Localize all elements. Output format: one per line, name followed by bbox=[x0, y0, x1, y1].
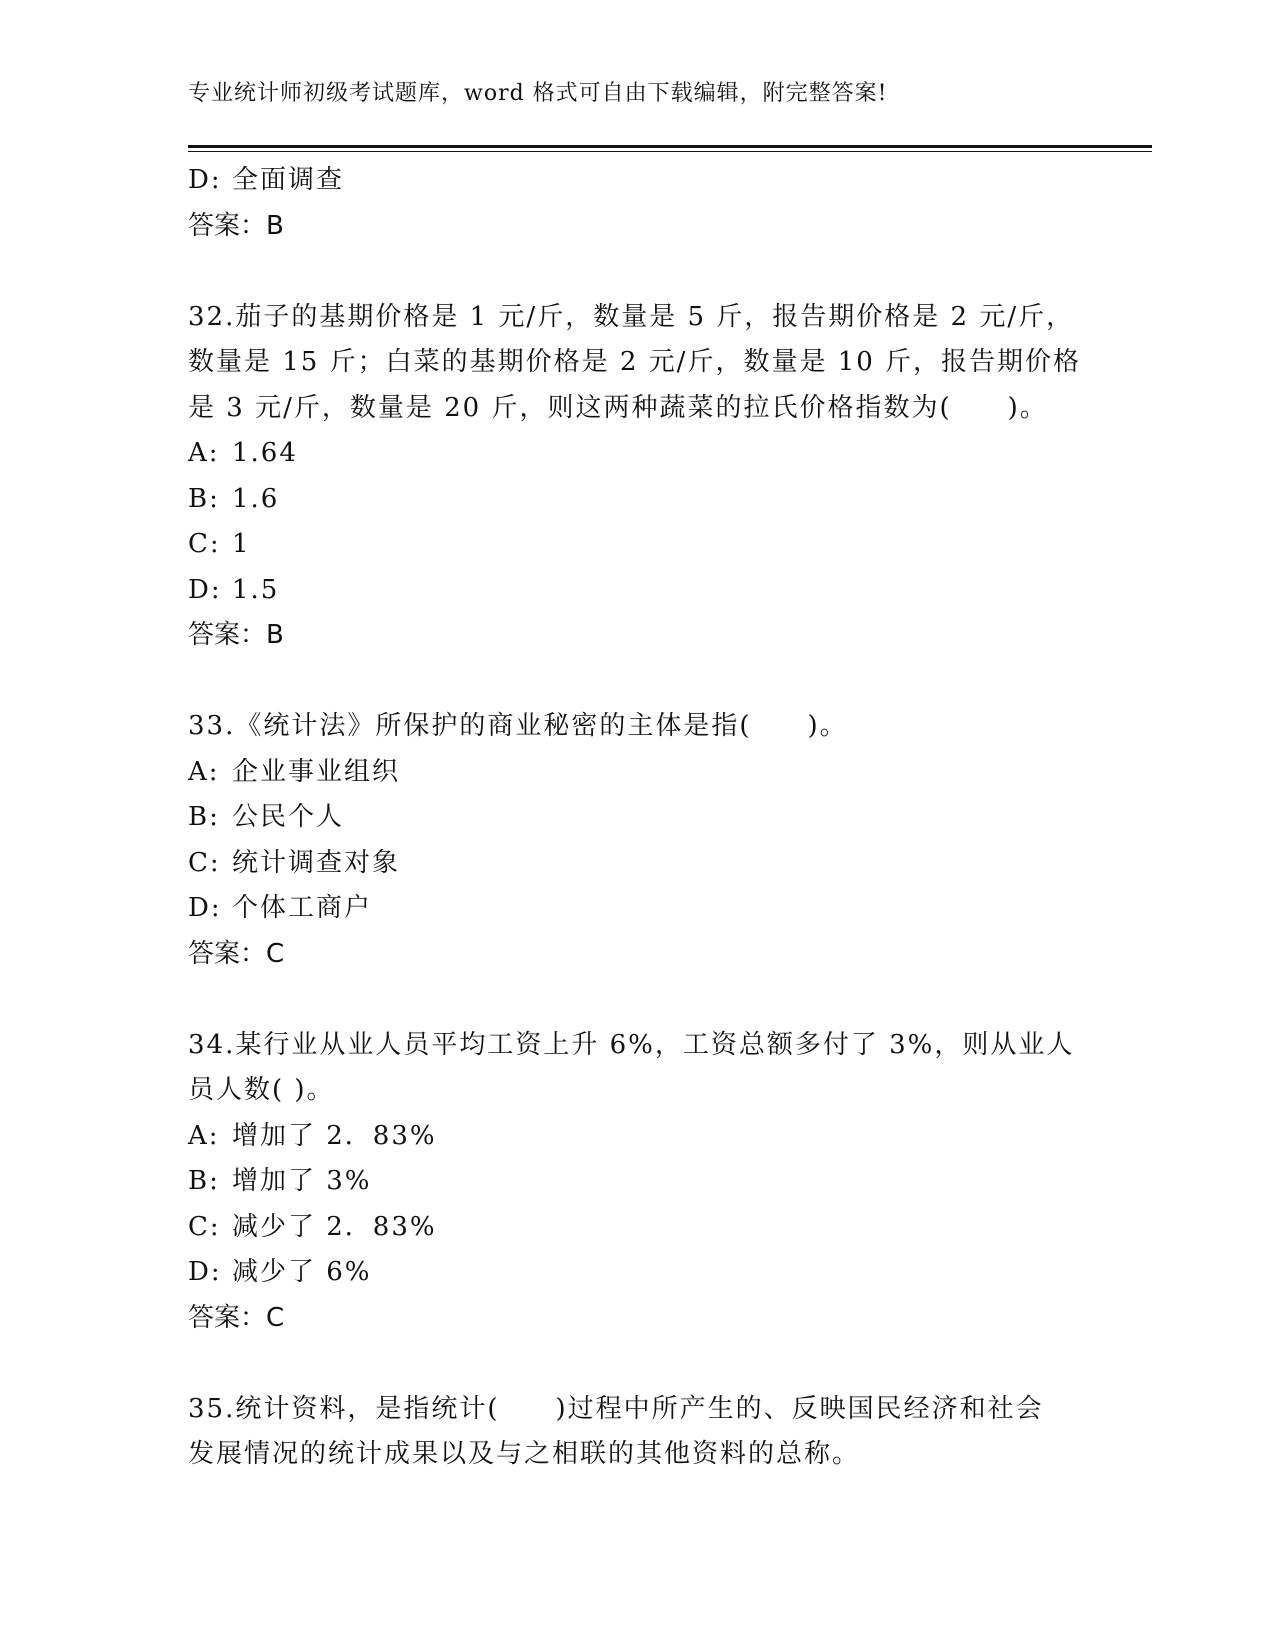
option-text: 个体工商户 bbox=[232, 893, 373, 923]
question-text: 统计资料，是指统计( )过程中所产生的、反映国民经济和社会 bbox=[235, 1393, 1044, 1424]
option-d bbox=[188, 1250, 1088, 1296]
option-label: B: bbox=[188, 1166, 220, 1196]
option-b bbox=[188, 1159, 1088, 1205]
option-label: D: bbox=[188, 574, 222, 605]
option-c bbox=[188, 841, 1088, 887]
question-35-line-2: 发展情况的统计成果以及与之相联的其他资料的总称。 bbox=[188, 1439, 861, 1469]
answer: 答案：B bbox=[188, 620, 284, 650]
header-rule-thin bbox=[188, 151, 1152, 152]
question-33-line-1 bbox=[188, 704, 1088, 750]
question-list bbox=[188, 158, 1088, 1478]
option-label: A: bbox=[188, 756, 220, 787]
option-text: 全面调查 bbox=[232, 165, 345, 195]
page-header: 专业统计师初级考试题库，word 格式可自由下载编辑，附完整答案! bbox=[188, 81, 888, 106]
option-text: 1.64 bbox=[232, 438, 298, 468]
option-text: 1.5 bbox=[232, 574, 280, 605]
option-b bbox=[188, 477, 1088, 523]
answer: 答案：C bbox=[188, 938, 285, 969]
option-text: 减少了 2．83% bbox=[232, 1211, 437, 1242]
question-number: 35. bbox=[188, 1393, 236, 1424]
answer: 答案：C bbox=[188, 1302, 285, 1333]
option-label: C: bbox=[188, 529, 221, 559]
question-35-line-1 bbox=[188, 1387, 1088, 1433]
question-34-line-1 bbox=[188, 1023, 1088, 1069]
option-text: 增加了 3% bbox=[232, 1166, 372, 1196]
option-d bbox=[188, 158, 1088, 204]
option-label: D: bbox=[188, 165, 222, 195]
header-rule bbox=[188, 145, 1152, 148]
question-32-line-2: 数量是 15 斤；白菜的基期价格是 2 元/斤，数量是 10 斤，报告期价格 bbox=[188, 347, 1082, 377]
option-label: B: bbox=[188, 483, 220, 514]
option-label: A: bbox=[188, 438, 220, 468]
option-a bbox=[188, 431, 1088, 477]
option-text: 1 bbox=[232, 529, 251, 559]
question-number: 34. bbox=[188, 1029, 236, 1060]
option-b bbox=[188, 795, 1088, 841]
option-d bbox=[188, 568, 1088, 614]
option-label: C: bbox=[188, 1211, 221, 1242]
option-label: D: bbox=[188, 893, 222, 923]
option-a bbox=[188, 750, 1088, 796]
question-number: 32. bbox=[188, 301, 236, 332]
option-label: B: bbox=[188, 802, 220, 832]
question-34-line-2: 员人数( )。 bbox=[188, 1075, 335, 1105]
question-32-line-1 bbox=[188, 295, 1088, 341]
option-label: C: bbox=[188, 847, 221, 878]
option-text: 企业事业组织 bbox=[232, 756, 401, 787]
question-text: 茄子的基期价格是 1 元/斤，数量是 5 斤，报告期价格是 2 元/斤， bbox=[235, 301, 1075, 332]
option-text: 增加了 2．83% bbox=[232, 1120, 437, 1151]
question-number: 33. bbox=[188, 711, 236, 741]
answer: 答案：B bbox=[188, 210, 284, 241]
option-c bbox=[188, 522, 1088, 568]
option-text: 公民个人 bbox=[232, 802, 345, 832]
option-label: D: bbox=[188, 1257, 222, 1287]
option-a bbox=[188, 1114, 1088, 1160]
option-text: 统计调查对象 bbox=[232, 847, 401, 878]
question-text: 某行业从业人员平均工资上升 6%，工资总额多付了 3%，则从业人 bbox=[235, 1029, 1075, 1060]
option-label: A: bbox=[188, 1120, 220, 1151]
question-32-line-3: 是 3 元/斤，数量是 20 斤，则这两种蔬菜的拉氏价格指数为( )。 bbox=[188, 392, 1048, 423]
option-c bbox=[188, 1205, 1088, 1251]
question-text: 《统计法》所保护的商业秘密的主体是指( )。 bbox=[235, 711, 848, 741]
option-text: 1.6 bbox=[232, 483, 280, 514]
option-d bbox=[188, 886, 1088, 932]
option-text: 减少了 6% bbox=[232, 1257, 372, 1287]
